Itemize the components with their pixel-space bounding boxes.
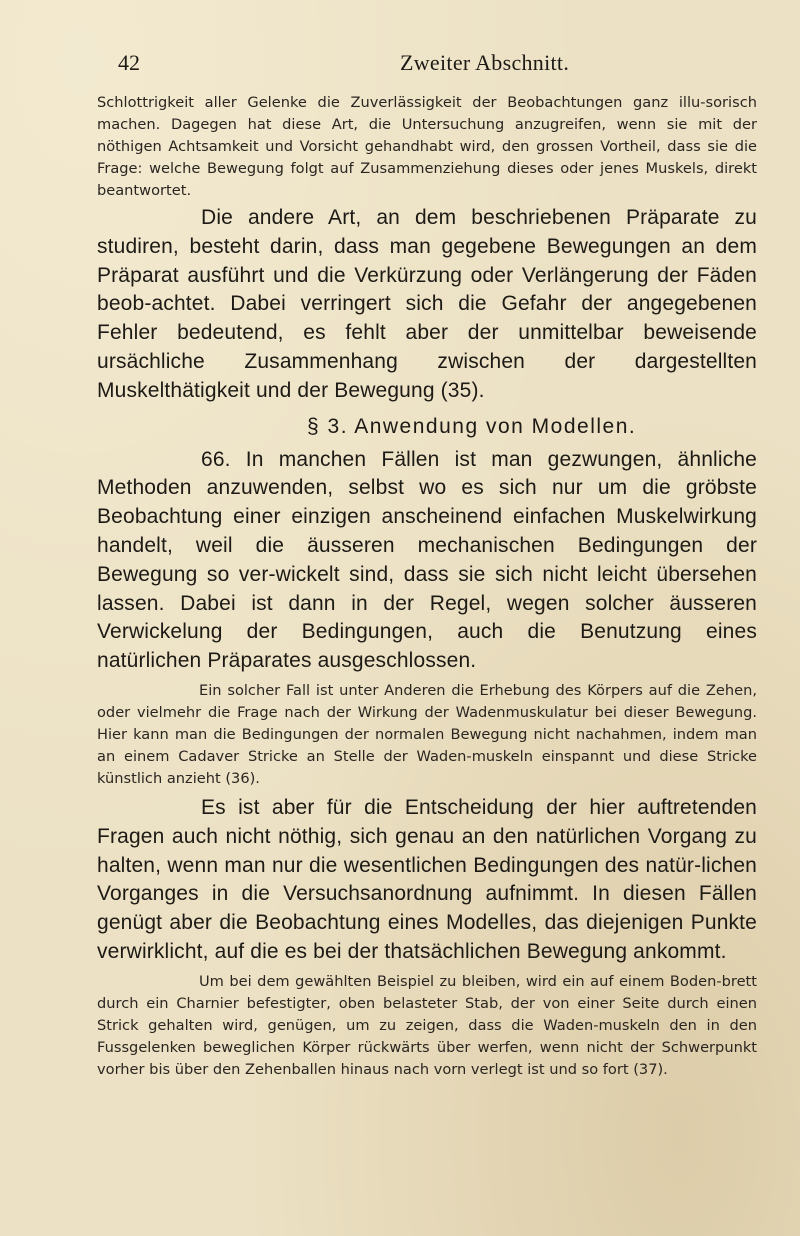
paragraph-small-3: Um bei dem gewählten Beispiel zu bleiben, wird ein auf einem Boden-brett durch ein Charnier befestigter, oben belasteter Stab, der von einer Seite durch einen Strick gehalten wird, genügen, um zu zeigen, dass die Waden-muskeln den in den Fussgelenken beweglichen Körper rückwärts über werfen, wenn nicht der Schwerpunkt vorher bis über den Zehenballen hinaus nach vorn verlegt ist und so fort (37). — [97, 972, 757, 1078]
paragraph-large-2: 66. In manchen Fällen ist man gezwungen, ähnliche Methoden anzuwenden, selbst wo es sich nur um die gröbste Beobachtung einer einzigen anscheinend einfachen Muskelwirkung handelt, weil die äusseren mechanischen Bedingungen der Bewegung so ver-wickelt sind, dass sie sich nicht leicht übersehen lassen. Dabei ist dann in der Regel, wegen solcher äusseren Verwickelung der Bedingungen, auch die Benutzung eines natürlichen Präparates ausgeschlossen. — [97, 447, 757, 673]
paragraph-small-1: Schlottrigkeit aller Gelenke die Zuverlässigkeit der Beobachtungen ganz illu-sorisch machen. Dagegen hat diese Art, die Untersuchung anzugreifen, wenn sie mit der nöthigen Achtsamkeit und Vorsicht gehandhabt wird, den grossen Vortheil, dass sie die Frage: welche Bewegung folgt auf Zusammenziehung dieses oder jenes Muskels, direkt beantwortet. — [97, 94, 757, 199]
paragraph-large-3: Es ist aber für die Entscheidung der hier auftretenden Fragen auch nicht nöthig, sich genau an den natürlichen Vorgang zu halten, wenn man nur die wesentlichen Bedingungen des natür-lichen Vorganges in die Versuchsanordnung aufnimmt. In diesen Fällen genügt aber die Beobachtung eines Modelles, das diejenigen Punkte verwirklicht, auf die es bei der thatsächlichen Bewegung ankommt. — [97, 795, 757, 963]
page-header — [60, 50, 750, 80]
paragraph-large-1: Die andere Art, an dem beschriebenen Präparate zu studiren, besteht darin, dass man gegebene Bewegungen an dem Präparat ausführt und die Verkürzung oder Verlängerung der Fäden beob-achtet. Dabei verringert sich die Gefahr der angegebenen Fehler bedeutend, es fehlt aber der unmittelbar beweisende ursächliche Zusammenhang zwischen der dargestellten Muskelthätigkeit und der Bewegung (35). — [97, 206, 757, 402]
paragraph-small-2: Ein solcher Fall ist unter Anderen die Erhebung des Körpers auf die Zehen, oder vielmehr die Frage nach der Wirkung der Wadenmuskulatur bei dieser Bewegung. Hier kann man die Bedingungen der normalen Bewegung nicht nachahmen, indem man an einem Cadaver Stricke an Stelle der Waden-muskeln einspannt und diese Stricke künstlich anzieht (36). — [97, 681, 757, 787]
running-head: Zweiter Abschnitt. — [400, 50, 570, 75]
section-heading: § 3. Anwendung von Modellen. — [307, 414, 637, 438]
page-number: 42 — [118, 50, 140, 75]
body-text — [97, 92, 757, 1081]
